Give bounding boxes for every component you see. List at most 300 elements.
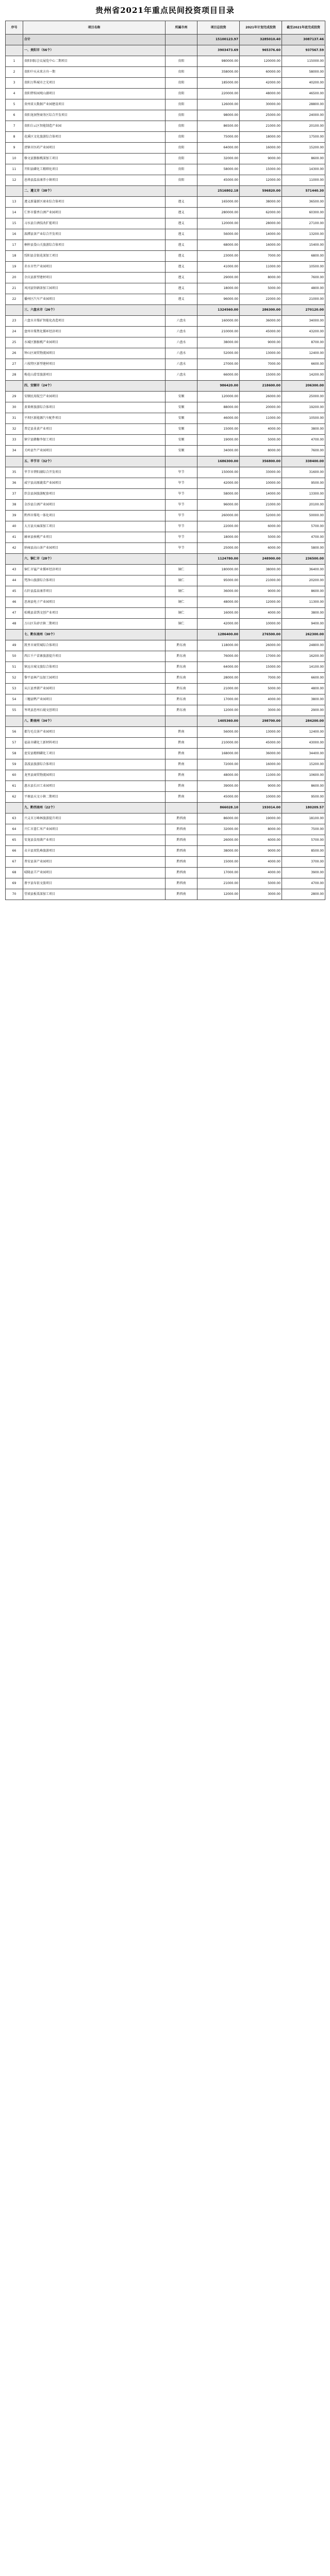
section-row <box>6 716 325 727</box>
table-row <box>6 727 325 738</box>
row-name: 水城区猕猴桃产业园项目 <box>23 337 166 348</box>
table-row <box>6 154 325 164</box>
row-no: 69 <box>6 878 23 889</box>
row-done: 5700.00 <box>282 835 325 846</box>
row-done: 24800.00 <box>282 640 325 651</box>
row-plan: 45000.00 <box>240 738 282 749</box>
row-name: 大方县天麻深加工项目 <box>23 521 166 532</box>
row-done: 14200.00 <box>282 370 325 381</box>
row-total: 46000.00 <box>197 413 240 424</box>
row-name: 湄潭县茶产业综合开发项目 <box>23 229 166 240</box>
row-no <box>6 305 23 316</box>
row-name: 九、黔西南州（22个） <box>23 803 166 814</box>
row-name: 仁怀市酱香白酒产业园项目 <box>23 208 166 218</box>
document-title: 贵州省2021年重点民间投资项目目录 <box>95 6 235 15</box>
row-total: 25000.00 <box>197 543 240 554</box>
row-total: 86000.00 <box>197 814 240 824</box>
row-name: 兴仁市薏仁米产业园项目 <box>23 824 166 835</box>
row-name: 黎平县林产品加工园项目 <box>23 673 166 684</box>
row-plan: 11000.00 <box>240 413 282 424</box>
row-name: 清镇市医药产业园项目 <box>23 143 166 154</box>
row-no: 41 <box>6 532 23 543</box>
row-city <box>166 803 197 814</box>
row-plan: 19000.00 <box>240 814 282 824</box>
row-name: 安顺民用航空产业园项目 <box>23 392 166 402</box>
row-no: 14 <box>6 208 23 218</box>
row-name: 安龙县食用菌产业项目 <box>23 835 166 846</box>
row-city: 毕节 <box>166 489 197 500</box>
table-row <box>6 392 325 402</box>
row-name: 开阳县磷化工精细化项目 <box>23 164 166 175</box>
row-no: 20 <box>6 273 23 283</box>
row-name: 息烽县温泉康养小镇项目 <box>23 175 166 186</box>
row-city: 遵义 <box>166 283 197 294</box>
section-row <box>6 456 325 467</box>
row-done: 13300.00 <box>282 489 325 500</box>
row-no: 43 <box>6 565 23 575</box>
row-name: 七、黔东南州（30个） <box>23 630 166 640</box>
table-row <box>6 824 325 835</box>
table-row <box>6 565 325 575</box>
row-name: 花溪区文化旅游综合体项目 <box>23 132 166 143</box>
row-name: 毕节市碧阳湖综合开发项目 <box>23 467 166 478</box>
section-row <box>6 381 325 392</box>
row-city <box>166 554 197 565</box>
table-row <box>6 575 325 586</box>
row-plan: 28000.00 <box>240 218 282 229</box>
row-name: 黄果树旅游综合体项目 <box>23 402 166 413</box>
row-no: 45 <box>6 586 23 597</box>
section-row <box>6 630 325 640</box>
row-total: 1686300.00 <box>197 456 240 467</box>
row-city: 安顺 <box>166 413 197 424</box>
row-plan: 15000.00 <box>240 164 282 175</box>
row-plan: 286300.00 <box>240 305 282 316</box>
row-done: 4800.00 <box>282 684 325 694</box>
row-plan: 25000.00 <box>240 110 282 121</box>
row-plan: 9000.00 <box>240 846 282 857</box>
row-plan: 33000.00 <box>240 467 282 478</box>
row-name: 二、遵义市（38个） <box>23 186 166 197</box>
row-city: 黔南 <box>166 727 197 738</box>
row-done: 24000.00 <box>282 110 325 121</box>
table-row <box>6 121 325 132</box>
table-row <box>6 662 325 673</box>
row-plan: 22000.00 <box>240 294 282 305</box>
row-no: 52 <box>6 673 23 684</box>
row-plan: 30000.00 <box>240 99 282 110</box>
row-name: 贞丰县双乳峰旅游项目 <box>23 846 166 857</box>
row-no: 4 <box>6 89 23 99</box>
row-no: 36 <box>6 478 23 489</box>
row-total: 165000.00 <box>197 197 240 208</box>
table-header-row <box>6 21 325 35</box>
table-row <box>6 435 325 446</box>
row-name: 五、毕节市（32个） <box>23 456 166 467</box>
table-row <box>6 705 325 716</box>
row-name: 织金县洞旅游配套项目 <box>23 489 166 500</box>
row-city <box>166 630 197 640</box>
row-done: 15200.00 <box>282 759 325 770</box>
row-total: 95000.00 <box>197 575 240 586</box>
row-name: 凯里市商贸城综合体项目 <box>23 640 166 651</box>
row-plan: 4000.00 <box>240 857 282 868</box>
row-no: 26 <box>6 348 23 359</box>
row-city: 黔东南 <box>166 673 197 684</box>
row-name: 钟山区商贸物流园项目 <box>23 348 166 359</box>
row-city: 遵义 <box>166 218 197 229</box>
row-total: 1324560.00 <box>197 305 240 316</box>
row-city: 六盘水 <box>166 359 197 370</box>
row-done: 28800.00 <box>282 99 325 110</box>
table-row <box>6 240 325 251</box>
table-body <box>6 35 325 900</box>
row-plan: 248900.00 <box>240 554 282 565</box>
row-name: 四、安顺市（24个） <box>23 381 166 392</box>
row-total: 38000.00 <box>197 846 240 857</box>
table-row <box>6 467 325 478</box>
table-row <box>6 197 325 208</box>
row-done: 14100.00 <box>282 662 325 673</box>
row-plan: 14000.00 <box>240 489 282 500</box>
row-plan: 11000.00 <box>240 262 282 273</box>
row-total: 22000.00 <box>197 521 240 532</box>
row-total: 21000.00 <box>197 684 240 694</box>
row-name: 八、黔南州（34个） <box>23 716 166 727</box>
row-total: 58000.00 <box>197 164 240 175</box>
row-done: 3800.00 <box>282 424 325 435</box>
row-total: 36000.00 <box>197 586 240 597</box>
row-total: 26000.00 <box>197 835 240 846</box>
row-name: 贵阳万科城市之光项目 <box>23 78 166 89</box>
row-total: 41000.00 <box>197 262 240 273</box>
row-done: 27100.00 <box>282 218 325 229</box>
row-total: 96000.00 <box>197 294 240 305</box>
table-row <box>6 294 325 305</box>
row-no <box>6 35 23 45</box>
table-row <box>6 694 325 705</box>
row-city: 黔西南 <box>166 857 197 868</box>
row-done: 284200.00 <box>282 716 325 727</box>
row-city: 遵义 <box>166 240 197 251</box>
row-no <box>6 554 23 565</box>
row-city: 铜仁 <box>166 575 197 586</box>
row-no: 32 <box>6 424 23 435</box>
row-total: 120000.00 <box>197 392 240 402</box>
row-total: 75000.00 <box>197 132 240 143</box>
row-name: 荔波县旅游综合体项目 <box>23 759 166 770</box>
row-no: 29 <box>6 392 23 402</box>
row-done: 6600.00 <box>282 673 325 684</box>
row-plan: 16000.00 <box>240 143 282 154</box>
row-done: 10600.00 <box>282 770 325 781</box>
row-done: 270120.00 <box>282 305 325 316</box>
row-city: 黔南 <box>166 770 197 781</box>
table-row <box>6 835 325 846</box>
row-done: 937567.59 <box>282 45 325 56</box>
row-plan: 12000.00 <box>240 175 282 186</box>
row-done: 4800.00 <box>282 283 325 294</box>
row-city: 贵阳 <box>166 56 197 67</box>
row-name: 惠水县长田工业园项目 <box>23 781 166 792</box>
table-row <box>6 489 325 500</box>
row-plan: 9000.00 <box>240 337 282 348</box>
row-done: 11300.00 <box>282 597 325 608</box>
section-row <box>6 45 325 56</box>
row-name: 贵阳碧桂园观山湖项目 <box>23 89 166 99</box>
row-no: 16 <box>6 229 23 240</box>
row-no: 9 <box>6 143 23 154</box>
row-name: 龙里县商贸物流园项目 <box>23 770 166 781</box>
row-done: 3900.00 <box>282 868 325 878</box>
row-city: 黔西南 <box>166 846 197 857</box>
row-city <box>166 186 197 197</box>
row-name: 贵州省大数据产业园建设项目 <box>23 99 166 110</box>
row-done: 11000.00 <box>282 175 325 186</box>
table-row <box>6 67 325 78</box>
row-done: 20200.00 <box>282 575 325 586</box>
row-name: 贵阳中天未来方舟一期 <box>23 67 166 78</box>
row-city: 贵阳 <box>166 132 197 143</box>
row-total: 27000.00 <box>197 359 240 370</box>
row-city: 铜仁 <box>166 586 197 597</box>
row-plan: 4000.00 <box>240 868 282 878</box>
row-name: 石阡县温泉康养项目 <box>23 586 166 597</box>
row-no: 40 <box>6 521 23 532</box>
row-total: 28000.00 <box>197 673 240 684</box>
row-total: 1405360.00 <box>197 716 240 727</box>
table-row <box>6 478 325 489</box>
row-done: 180209.57 <box>282 803 325 814</box>
row-no: 10 <box>6 154 23 164</box>
row-no: 65 <box>6 835 23 846</box>
row-no: 33 <box>6 435 23 446</box>
table-row <box>6 738 325 749</box>
row-no: 1 <box>6 56 23 67</box>
row-name: 遵义新蒲新区商业综合体项目 <box>23 197 166 208</box>
row-total: 32000.00 <box>197 824 240 835</box>
row-no: 70 <box>6 889 23 900</box>
row-no <box>6 186 23 197</box>
row-no: 5 <box>6 99 23 110</box>
row-city: 贵阳 <box>166 89 197 99</box>
table-row <box>6 759 325 770</box>
row-plan: 21000.00 <box>240 575 282 586</box>
table-row <box>6 283 325 294</box>
row-done: 10500.00 <box>282 413 325 424</box>
row-done: 3700.00 <box>282 857 325 868</box>
row-plan: 8000.00 <box>240 273 282 283</box>
row-city <box>166 716 197 727</box>
row-city: 贵阳 <box>166 78 197 89</box>
row-done: 8500.00 <box>282 846 325 857</box>
row-done: 12400.00 <box>282 727 325 738</box>
row-no: 12 <box>6 175 23 186</box>
row-city: 黔东南 <box>166 662 197 673</box>
row-no: 13 <box>6 197 23 208</box>
row-done: 3087137.46 <box>282 35 325 45</box>
row-no: 19 <box>6 262 23 273</box>
header-plan: 2021年计划完成投资 <box>240 21 282 35</box>
row-no: 62 <box>6 792 23 803</box>
table-row <box>6 651 325 662</box>
row-total: 17000.00 <box>197 694 240 705</box>
row-city: 贵阳 <box>166 99 197 110</box>
row-no: 54 <box>6 694 23 705</box>
row-plan: 7000.00 <box>240 251 282 262</box>
header-city: 所属市州 <box>166 21 197 35</box>
row-no <box>6 456 23 467</box>
row-no: 47 <box>6 608 23 619</box>
row-total: 23000.00 <box>197 251 240 262</box>
row-city: 六盘水 <box>166 316 197 327</box>
row-no: 7 <box>6 121 23 132</box>
row-done: 7600.00 <box>282 273 325 283</box>
row-no: 6 <box>6 110 23 121</box>
row-city <box>166 381 197 392</box>
table-row <box>6 500 325 511</box>
row-plan: 14000.00 <box>240 229 282 240</box>
row-total: 210000.00 <box>197 738 240 749</box>
row-plan: 10000.00 <box>240 792 282 803</box>
row-no: 34 <box>6 446 23 456</box>
row-no: 38 <box>6 500 23 511</box>
table-row <box>6 868 325 878</box>
table-row <box>6 511 325 521</box>
row-no: 37 <box>6 489 23 500</box>
row-total: 96000.00 <box>197 500 240 511</box>
row-done: 571440.30 <box>282 186 325 197</box>
row-city: 铜仁 <box>166 597 197 608</box>
row-done: 9400.00 <box>282 619 325 630</box>
row-city: 毕节 <box>166 467 197 478</box>
row-done: 3800.00 <box>282 694 325 705</box>
row-no: 39 <box>6 511 23 521</box>
row-name: 贵阳国际会议展览中心二期项目 <box>23 56 166 67</box>
row-done: 50000.00 <box>282 511 325 521</box>
row-done: 18100.00 <box>282 814 325 824</box>
row-done: 8600.00 <box>282 586 325 597</box>
row-city <box>166 305 197 316</box>
row-name: 凤冈县锌硒茶加工园项目 <box>23 283 166 294</box>
row-total: 2516802.18 <box>197 186 240 197</box>
row-done: 2900.00 <box>282 705 325 716</box>
row-city: 黔南 <box>166 759 197 770</box>
row-done: 14300.00 <box>282 164 325 175</box>
row-name: 铜仁市锰产业循环经济项目 <box>23 565 166 575</box>
row-total: 3903473.69 <box>197 45 240 56</box>
row-plan: 596820.00 <box>240 186 282 197</box>
row-done: 36500.00 <box>282 197 325 208</box>
row-done: 16200.00 <box>282 651 325 662</box>
row-plan: 5000.00 <box>240 283 282 294</box>
row-plan: 6000.00 <box>240 835 282 846</box>
row-plan: 21000.00 <box>240 121 282 132</box>
row-name: 镇宁县蜂糖李加工项目 <box>23 435 166 446</box>
row-no: 8 <box>6 132 23 143</box>
row-name: 镇远古城文旅综合体项目 <box>23 662 166 673</box>
row-city: 贵阳 <box>166 121 197 132</box>
row-total: 118000.00 <box>197 640 240 651</box>
row-done: 4700.00 <box>282 532 325 543</box>
row-done: 206300.00 <box>282 381 325 392</box>
table-row <box>6 413 325 424</box>
row-name: 望谟县板栗深加工项目 <box>23 889 166 900</box>
row-done: 7500.00 <box>282 824 325 835</box>
row-plan: 11000.00 <box>240 770 282 781</box>
row-city: 贵阳 <box>166 164 197 175</box>
row-plan: 3285010.40 <box>240 35 282 45</box>
row-city: 遵义 <box>166 197 197 208</box>
row-name: 六枝特区新型建材项目 <box>23 359 166 370</box>
row-plan: 5000.00 <box>240 684 282 694</box>
row-name: 盘州市煤焦化循环经济项目 <box>23 327 166 337</box>
row-total: 98000.00 <box>197 110 240 121</box>
row-plan: 13000.00 <box>240 348 282 359</box>
row-done: 12400.00 <box>282 348 325 359</box>
row-plan: 298700.00 <box>240 716 282 727</box>
row-no: 3 <box>6 78 23 89</box>
row-city: 黔东南 <box>166 705 197 716</box>
table-row <box>6 229 325 240</box>
row-total: 45000.00 <box>197 792 240 803</box>
row-city: 安顺 <box>166 446 197 456</box>
row-name: 一、贵阳市（56个） <box>23 45 166 56</box>
row-name: 黔西市煤电一体化项目 <box>23 511 166 521</box>
table-row <box>6 597 325 608</box>
row-plan: 16000.00 <box>240 240 282 251</box>
row-name: 六盘水市煤矿智能化改造项目 <box>23 316 166 327</box>
table-row <box>6 424 325 435</box>
table-row <box>6 857 325 868</box>
row-name: 万山区朱砂古镇二期项目 <box>23 619 166 630</box>
row-plan: 38000.00 <box>240 197 282 208</box>
row-no: 35 <box>6 467 23 478</box>
row-plan: 17000.00 <box>240 651 282 662</box>
row-total: 32000.00 <box>197 154 240 164</box>
table-row <box>6 359 325 370</box>
row-total: 86500.00 <box>197 121 240 132</box>
row-name: 瓮安县精细磷化工项目 <box>23 749 166 759</box>
row-total: 120000.00 <box>197 218 240 229</box>
row-plan: 120000.00 <box>240 56 282 67</box>
row-plan: 10000.00 <box>240 619 282 630</box>
row-plan: 3000.00 <box>240 705 282 716</box>
header-name: 项目名称 <box>23 21 166 35</box>
row-done: 8600.00 <box>282 781 325 792</box>
row-done: 262300.00 <box>282 630 325 640</box>
table-row <box>6 749 325 759</box>
row-plan: 26000.00 <box>240 640 282 651</box>
row-city: 毕节 <box>166 532 197 543</box>
row-city <box>166 45 197 56</box>
row-city: 贵阳 <box>166 67 197 78</box>
row-done: 21000.00 <box>282 294 325 305</box>
row-city: 贵阳 <box>166 154 197 164</box>
row-done: 40200.00 <box>282 78 325 89</box>
table-row <box>6 327 325 337</box>
row-no <box>6 716 23 727</box>
row-no: 17 <box>6 240 23 251</box>
row-name: 播州区汽车产业园项目 <box>23 294 166 305</box>
table-row <box>6 316 325 327</box>
row-total: 15100123.97 <box>197 35 240 45</box>
row-city: 贵阳 <box>166 110 197 121</box>
row-done: 43000.00 <box>282 738 325 749</box>
row-plan: 18000.00 <box>240 132 282 143</box>
row-city: 黔西南 <box>166 878 197 889</box>
row-plan: 9000.00 <box>240 586 282 597</box>
